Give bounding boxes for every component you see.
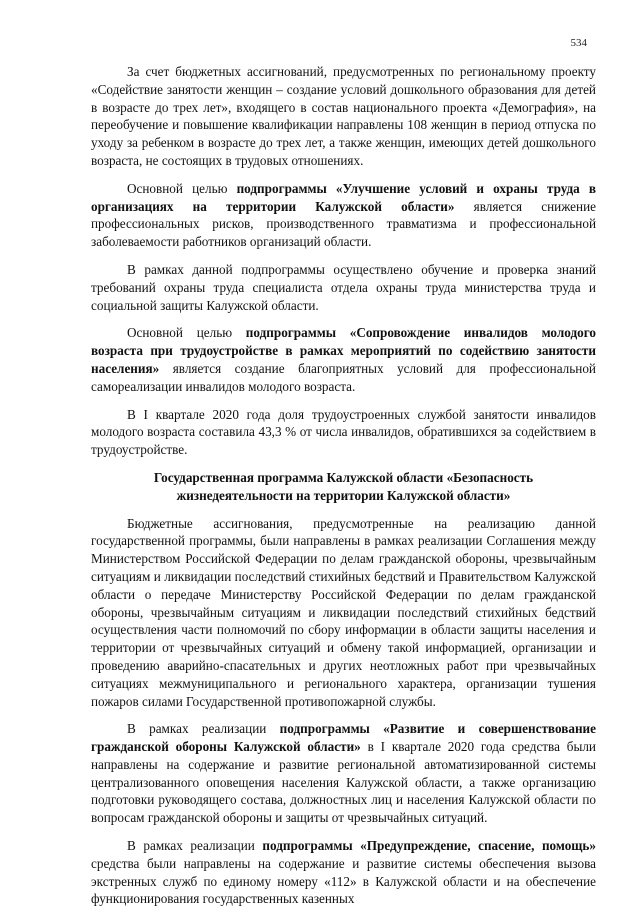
subprogram-name: подпрограммы «Развитие и совершенствование гражданской обороны Калужской области» <box>91 721 596 755</box>
subprogram-name: подпрограммы «Предупреждение, спасение, помощь» <box>262 838 596 854</box>
paragraph-text: является создание благоприятных условий для профессиональной самореализации инвалидов молодого возраста. <box>91 360 596 394</box>
subprogram-name: подпрограммы «Улучшение условий и охраны труда в организациях на территории Калужской области» <box>91 180 597 214</box>
paragraph-text: Основной целью <box>127 180 237 196</box>
paragraph-text: является снижение профессиональных рисков, производственного травматизма и профессиональной заболеваемости работников организаций области. <box>91 198 596 250</box>
subprogram-name: подпрограммы «Сопровождение инвалидов молодого возраста при трудоустройстве в рамках мероприятий по содействию занятости населения» <box>91 325 596 376</box>
page-content <box>91 63 596 918</box>
paragraph-text: В рамках реализации <box>127 721 280 737</box>
paragraph-text: средства были направлены на содержание и развитие системы обеспечения вызова экстренных служб по единому номеру «112» в Калужской области и на обеспечение функционирования государственных казенных <box>91 855 596 907</box>
paragraph-women-retraining: За счет бюджетных ассигнований, предусмотренных по региональному проекту «Содействие занятости женщин – создание условий дошкольного образования для детей в возрасте до трех лет», входящего в состав национального проекта «Демография», на переобучение и повышение квалификации направлены 108 женщин в период отпуска по уходу за ребенком в возрасте до трех лет, а также женщин, имеющих детей дошкольного возраста, не состоящих в трудовых отношениях. <box>91 64 596 168</box>
paragraph-labor-safety-training: В рамках данной подпрограммы осуществлено обучение и проверка знаний требований охраны труда специалиста отдела охраны труда министерства труда и социальной защиты Калужской области. <box>91 261 596 313</box>
page-number: 534 <box>570 37 587 49</box>
paragraph-labor-safety-goal <box>91 180 596 251</box>
paragraph-text: в I квартале 2020 года средства были направлены на содержание и развитие региональной автоматизированной системы централизованного оповещения населения Калужской области, а также организацию подготовки руководящего состава, должностных лиц и населения Калужской области по вопросам гражданской обороны и защиты от чрезвычайных ситуаций. <box>91 739 596 826</box>
section-heading: Государственная программа Калужской области «Безопасность жизнедеятельности на территории Калужской области» <box>153 469 534 503</box>
paragraph-prevention-rescue <box>91 837 596 908</box>
paragraph-disabled-youth-goal <box>91 324 596 395</box>
paragraph-text: Основной целью <box>127 325 246 341</box>
paragraph-text: В рамках реализации <box>127 838 263 854</box>
paragraph-civil-defense <box>91 720 596 827</box>
paragraph-budget-allocations: Бюджетные ассигнования, предусмотренные на реализацию данной государственной программы, были направлены в рамках реализации Соглашения между Министерством Российской Федерации по делам гражданской обороны, чрезвычайным ситуациям и ликвидации последствий стихийных бедствий и Правительством Калужской области о передаче Министерству Российской Федерации по делам гражданской обороны, чрезвычайным ситуациям и ликвидации последствий стихийных бедствий осуществления части полномочий по сбору информации в области защиты населения и территории от чрезвычайных ситуаций и обмену такой информацией, организации и проведению аварийно-спасательных и других неотложных работ при чрезвычайных ситуациях межмуниципального и регионального характера, организации тушения пожаров силами Государственной противопожарной службы. <box>91 515 596 709</box>
paragraph-disabled-youth-result: В I квартале 2020 года доля трудоустроенных службой занятости инвалидов молодого возраста составила 43,3 % от числа инвалидов, обратившихся за содействием в трудоустройстве. <box>91 406 596 458</box>
